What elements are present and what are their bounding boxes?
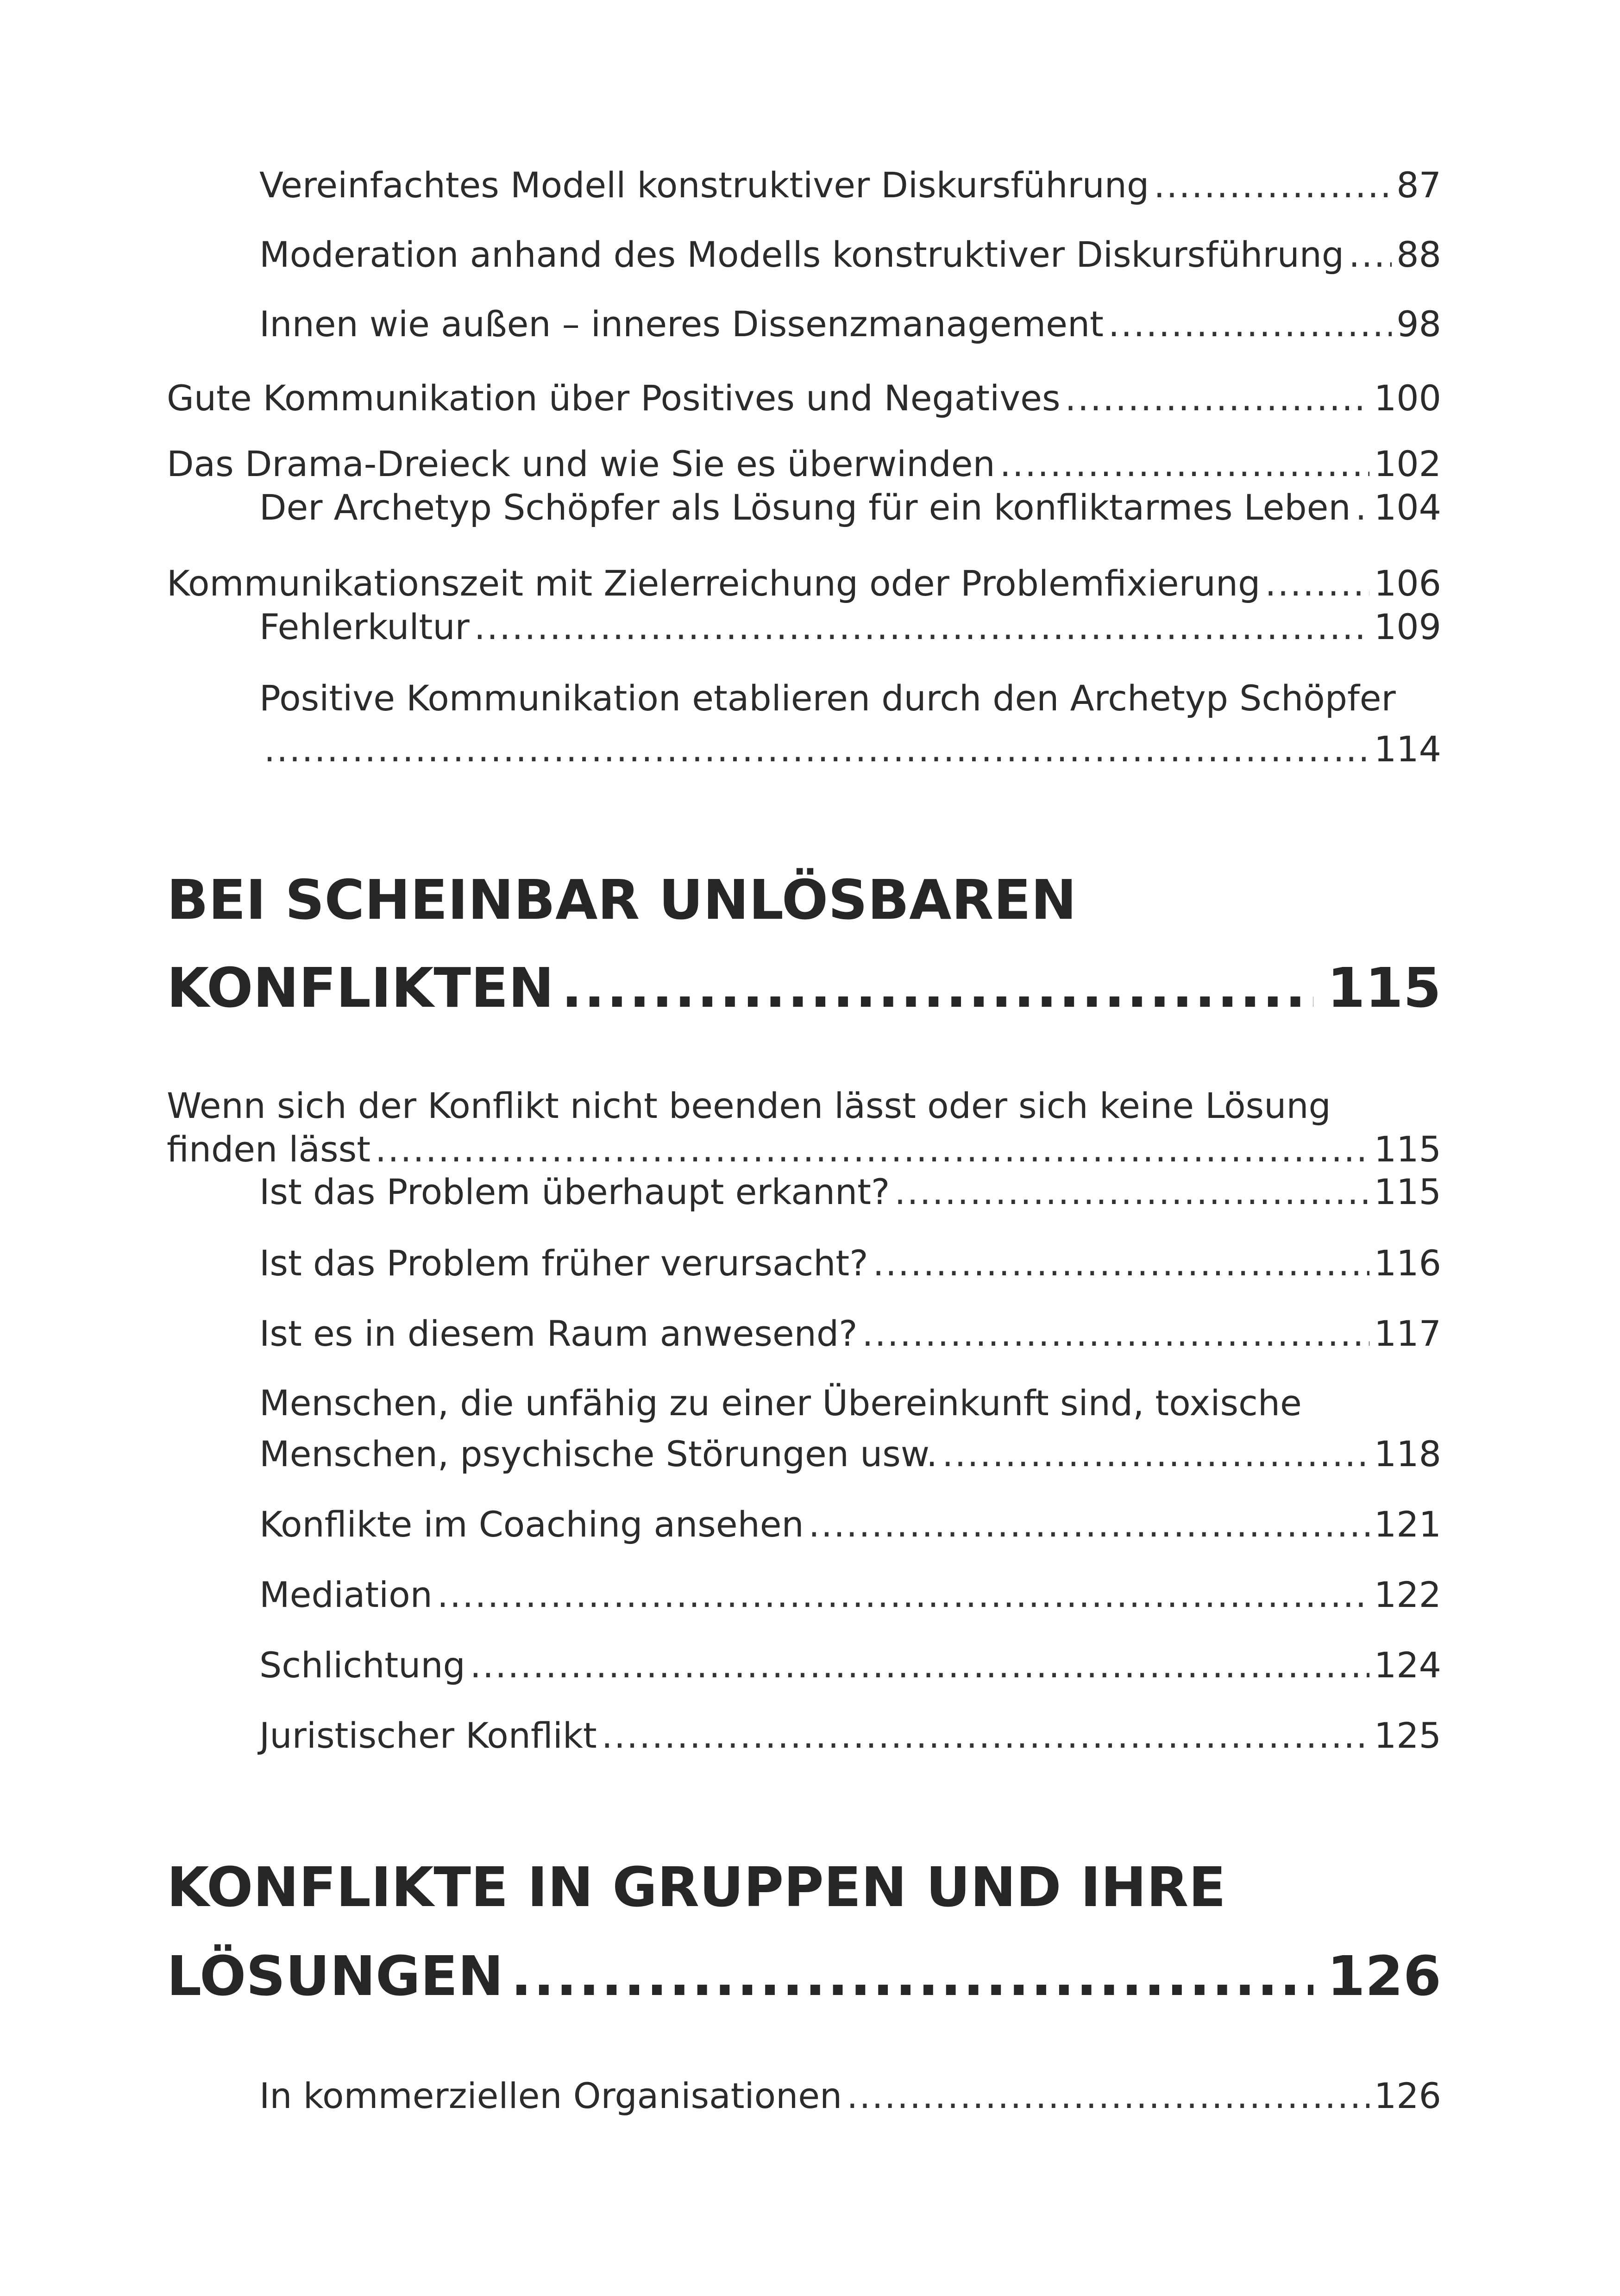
toc-leader-dots bbox=[809, 1502, 1369, 1547]
toc-entry-title-line1: Menschen, die unfähig zu einer Übereinkunft sind, toxische bbox=[259, 1382, 1302, 1424]
toc-entry-page: 114 bbox=[1374, 728, 1441, 770]
toc-entry-page: 126 bbox=[1374, 2075, 1441, 2116]
toc-entry-title: In kommerziellen Organisationen bbox=[259, 2075, 842, 2116]
toc-entry[interactable] bbox=[259, 163, 1441, 207]
toc-entry-page: 124 bbox=[1374, 1644, 1441, 1686]
toc-leader-dots bbox=[437, 1573, 1369, 1617]
toc-entry-page: 116 bbox=[1374, 1242, 1441, 1284]
toc-entry-title: Moderation anhand des Modells konstruktiver Diskursführung bbox=[259, 234, 1344, 275]
toc-entry-page: 122 bbox=[1374, 1574, 1441, 1615]
toc-entry[interactable] bbox=[259, 302, 1441, 346]
toc-leader-dots bbox=[1154, 163, 1392, 207]
toc-entry[interactable] bbox=[259, 1713, 1441, 1758]
toc-leader-dots bbox=[561, 953, 1313, 1023]
toc-entry-title: Innen wie außen – inneres Dissenzmanagement bbox=[259, 303, 1104, 345]
toc-entry-page: 98 bbox=[1396, 303, 1441, 345]
toc-leader-dots bbox=[474, 605, 1369, 649]
toc-entry[interactable] bbox=[167, 376, 1441, 420]
chapter-heading-line1: KONFLIKTE IN GRUPPEN UND IHRE bbox=[167, 1855, 1226, 1919]
toc-entry-page: 115 bbox=[1374, 1129, 1441, 1170]
toc-entry-page: 104 bbox=[1374, 487, 1441, 528]
toc-entry[interactable] bbox=[259, 1432, 1441, 1476]
toc-leader-dots bbox=[894, 1170, 1369, 1214]
toc-entry-title-line2: Menschen, psychische Störungen usw. bbox=[259, 1433, 938, 1474]
toc-entry[interactable] bbox=[259, 1643, 1441, 1687]
toc-leader-dots bbox=[1349, 232, 1392, 277]
toc-entry-title: Das Drama-Dreieck und wie Sie es überwinden bbox=[167, 443, 995, 484]
toc-entry[interactable] bbox=[167, 561, 1441, 606]
toc-entry[interactable] bbox=[259, 727, 1441, 772]
toc-leader-dots bbox=[470, 1643, 1369, 1687]
toc-entry-title: Mediation bbox=[259, 1574, 433, 1615]
toc-leader-dots bbox=[847, 2074, 1369, 2118]
chapter-heading[interactable] bbox=[167, 1941, 1441, 2011]
toc-entry-title: Konflikte im Coaching ansehen bbox=[259, 1504, 804, 1545]
toc-entry-title: Der Archetyp Schöpfer als Lösung für ein konfliktarmes Leben bbox=[259, 487, 1351, 528]
toc-entry[interactable] bbox=[167, 442, 1441, 486]
toc-entry-page: 121 bbox=[1374, 1504, 1441, 1545]
toc-entry-title: Vereinfachtes Modell konstruktiver Diskursführung bbox=[259, 164, 1149, 206]
chapter-heading-line2: KONFLIKTEN bbox=[167, 956, 554, 1020]
chapter-heading-page: 126 bbox=[1327, 1944, 1441, 2008]
toc-entry[interactable] bbox=[167, 1127, 1441, 1172]
toc-entry-title: Ist das Problem früher verursacht? bbox=[259, 1242, 868, 1284]
toc-leader-dots bbox=[602, 1713, 1369, 1758]
toc-entry[interactable] bbox=[259, 1311, 1441, 1356]
toc-leader-dots bbox=[1265, 561, 1369, 606]
toc-entry-title-line1: Positive Kommunikation etablieren durch den Archetyp Schöpfer bbox=[259, 678, 1396, 719]
toc-entry[interactable] bbox=[259, 2074, 1441, 2118]
toc-entry[interactable] bbox=[259, 1502, 1441, 1547]
toc-entry[interactable] bbox=[259, 1170, 1441, 1214]
toc-entry-title-line1: Wenn sich der Konflikt nicht beenden lässt oder sich keine Lösung bbox=[167, 1085, 1331, 1126]
toc-entry[interactable] bbox=[259, 485, 1441, 530]
toc-leader-dots bbox=[1356, 485, 1369, 530]
chapter-heading-page: 115 bbox=[1327, 956, 1441, 1020]
toc-leader-dots bbox=[375, 1127, 1369, 1172]
toc-entry-page: 117 bbox=[1374, 1313, 1441, 1354]
chapter-heading-line2: LÖSUNGEN bbox=[167, 1944, 504, 2008]
toc-entry-page: 125 bbox=[1374, 1715, 1441, 1756]
toc-entry[interactable] bbox=[259, 1573, 1441, 1617]
toc-entry-page: 100 bbox=[1374, 377, 1441, 419]
toc-entry-title: Gute Kommunikation über Positives und Negatives bbox=[167, 377, 1061, 419]
toc-entry-title-line2: finden lässt bbox=[167, 1129, 371, 1170]
toc-entry-title: Schlichtung bbox=[259, 1644, 465, 1686]
toc-entry-title: Ist das Problem überhaupt erkannt? bbox=[259, 1171, 890, 1212]
toc-leader-dots bbox=[873, 1241, 1369, 1286]
toc-entry-title: Juristischer Konflikt bbox=[259, 1715, 597, 1756]
toc-entry-page: 102 bbox=[1374, 443, 1441, 484]
toc-leader-dots bbox=[862, 1311, 1369, 1356]
toc-entry-title: Ist es in diesem Raum anwesend? bbox=[259, 1313, 858, 1354]
toc-entry-page: 118 bbox=[1374, 1433, 1441, 1474]
toc-entry[interactable] bbox=[259, 1241, 1441, 1286]
toc-leader-dots bbox=[1000, 442, 1369, 486]
toc-leader-dots bbox=[264, 727, 1369, 772]
toc-entry-title: Kommunikationszeit mit Zielerreichung oder Problemfixierung bbox=[167, 563, 1261, 604]
toc-entry-page: 106 bbox=[1374, 563, 1441, 604]
toc-leader-dots bbox=[942, 1432, 1369, 1476]
toc-leader-dots bbox=[511, 1941, 1313, 2011]
toc-entry-title: Fehlerkultur bbox=[259, 606, 470, 647]
toc-entry-page: 87 bbox=[1396, 164, 1441, 206]
toc-entry-page: 88 bbox=[1396, 234, 1441, 275]
toc-leader-dots bbox=[1065, 376, 1369, 420]
toc-leader-dots bbox=[1108, 302, 1392, 346]
toc-entry[interactable] bbox=[259, 605, 1441, 649]
toc-entry-page: 115 bbox=[1374, 1171, 1441, 1212]
toc-entry[interactable] bbox=[259, 232, 1441, 277]
chapter-heading[interactable] bbox=[167, 953, 1441, 1023]
toc-entry-page: 109 bbox=[1374, 606, 1441, 647]
chapter-heading-line1: BEI SCHEINBAR UNLÖSBAREN bbox=[167, 868, 1077, 932]
